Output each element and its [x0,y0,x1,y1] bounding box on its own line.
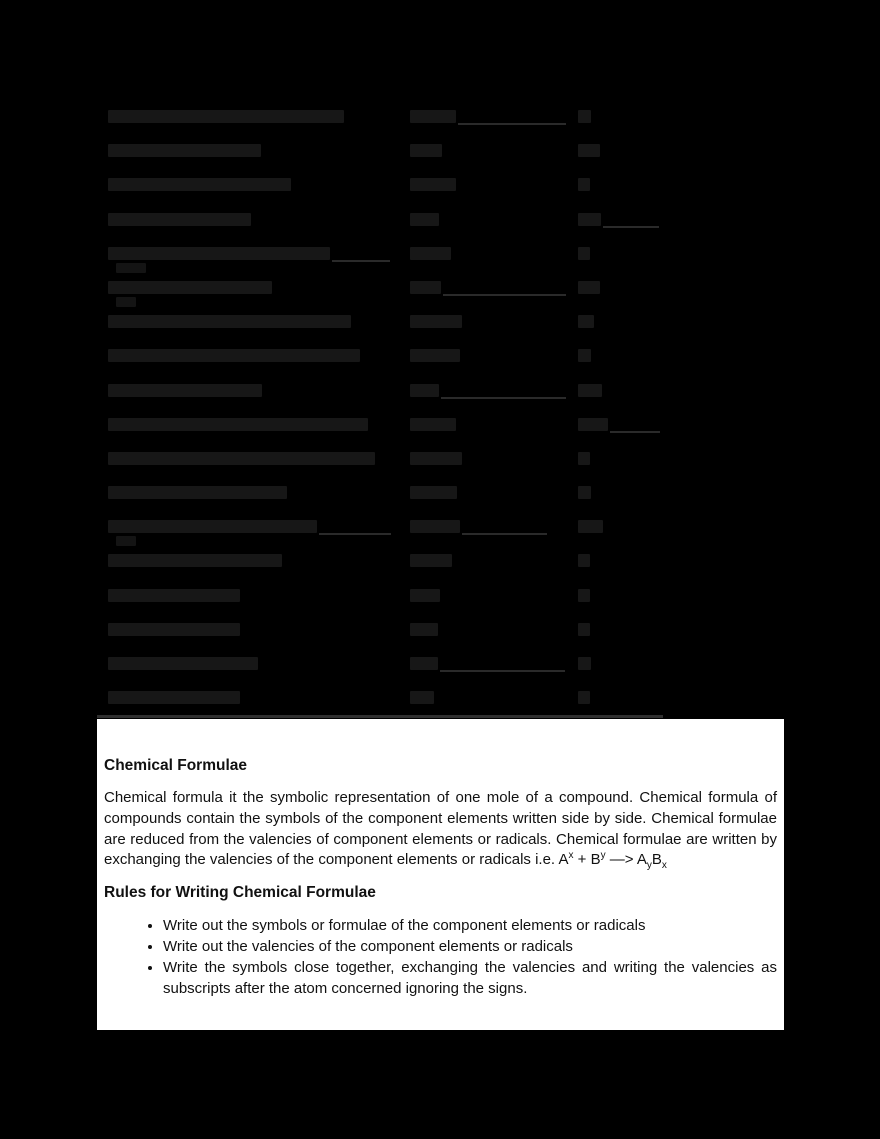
formula-result-sub1: y [646,860,652,872]
redacted-name-text [108,178,291,191]
table-row [108,445,668,479]
redacted-formula-text [410,144,442,157]
redacted-name-text [108,452,375,465]
redacted-valency-text [578,623,590,636]
redacted-name-text [108,623,240,636]
table-bottom-border [97,715,663,718]
redacted-name-text [108,384,262,397]
redacted-name-text [108,349,360,362]
redacted-name-text [108,657,258,670]
table-row [108,342,668,376]
bullet-item: • Write out the symbols or formulae of the component elements or radicals [163,915,777,936]
formula-result-sub2: x [661,860,667,872]
redacted-formula-text [410,623,438,636]
formula-result-base1: A [636,851,647,869]
formula-underline [440,670,565,672]
redacted-valency-text [578,281,600,294]
redacted-name-text [108,110,344,123]
redacted-name-text [108,247,330,260]
table-row [108,650,668,684]
redacted-name-text [108,520,317,533]
redacted-formula-text [410,418,456,431]
table-row [108,547,668,581]
redacted-valency-text [578,247,590,260]
paragraph-text: Chemical formula it the symbolic representation of one mole of a compound. Chemical formula of compounds contain the symbols of the component elements written side by side. Chemical formulae are reduced from the valencies of component elements or radicals. Chemical formulae are written by exchanging the valencies of the component elements or radicals i.e. [104,789,777,869]
redacted-name-text [108,213,251,226]
redacted-valency-text [578,315,594,328]
valency-underline [603,226,659,228]
redacted-valency-text [578,452,590,465]
table-row [108,377,668,411]
formula-sup2: y [600,850,606,862]
table-row [108,137,668,171]
redacted-name-text [108,315,351,328]
formula-operator: + [573,851,591,869]
table-row [108,513,668,547]
redacted-wrap-fragment [116,536,136,546]
table-row [108,684,668,718]
redacted-formula-text [410,315,462,328]
redacted-formula-text [410,213,439,226]
redacted-valency-text [578,486,591,499]
redacted-formula-text [410,520,460,533]
table-row [108,308,668,342]
formula-base2: B [590,851,601,869]
redacted-valency-text [578,691,590,704]
table-row [108,582,668,616]
redacted-valency-text [578,213,601,226]
table-row [108,240,668,274]
redacted-name-text [108,144,261,157]
redacted-name-text [108,554,282,567]
subsection-heading: Rules for Writing Chemical Formulae [104,884,376,902]
table-row [108,616,668,650]
table-row [108,103,668,137]
bullet-item: • Write the symbols close together, exchanging the valencies and writing the valencies as subscripts after the atom concerned ignoring the signs. [163,957,777,999]
formula-arrow: —> [605,851,637,869]
redacted-formula-text [410,691,434,704]
table-row [108,206,668,240]
ion-valency-table [108,103,668,718]
redacted-formula-text [410,349,460,362]
redacted-valency-text [578,418,608,431]
redacted-valency-text [578,178,590,191]
redacted-name-text [108,486,287,499]
redacted-valency-text [578,520,603,533]
redacted-valency-text [578,554,590,567]
redacted-valency-text [578,384,602,397]
body-paragraph [104,788,777,871]
formula-underline [462,533,547,535]
valency-underline [610,431,660,433]
table-row [108,479,668,513]
redacted-valency-text [578,589,590,602]
name-underline [332,260,390,262]
formula-base1: A [558,851,569,869]
redacted-valency-text [578,657,591,670]
redacted-name-text [108,589,240,602]
table-row [108,274,668,308]
redacted-formula-text [410,554,452,567]
redacted-formula-text [410,247,451,260]
redacted-formula-text [410,657,438,670]
redacted-formula-text [410,178,456,191]
redacted-name-text [108,281,272,294]
redacted-formula-text [410,384,439,397]
redacted-wrap-fragment [116,263,146,273]
table-row [108,171,668,205]
formula-sup1: x [568,850,574,862]
section-heading: Chemical Formulae [104,757,247,774]
formula-underline [458,123,566,125]
formula-underline [443,294,566,296]
redacted-valency-text [578,110,591,123]
formula-underline [441,397,566,399]
redacted-formula-text [410,486,457,499]
redacted-name-text [108,691,240,704]
redacted-formula-text [410,110,456,123]
redacted-formula-text [410,281,441,294]
bullet-list [104,915,777,999]
table-row [108,411,668,445]
redacted-wrap-fragment [116,297,136,307]
redacted-valency-text [578,144,600,157]
redacted-formula-text [410,452,462,465]
bullet-item: • Write out the valencies of the component elements or radicals [163,936,777,957]
formula-result-base2: B [651,851,662,869]
redacted-valency-text [578,349,591,362]
content-card [97,719,784,1030]
formula-expression [558,850,667,872]
redacted-name-text [108,418,368,431]
redacted-formula-text [410,589,440,602]
name-underline [319,533,391,535]
